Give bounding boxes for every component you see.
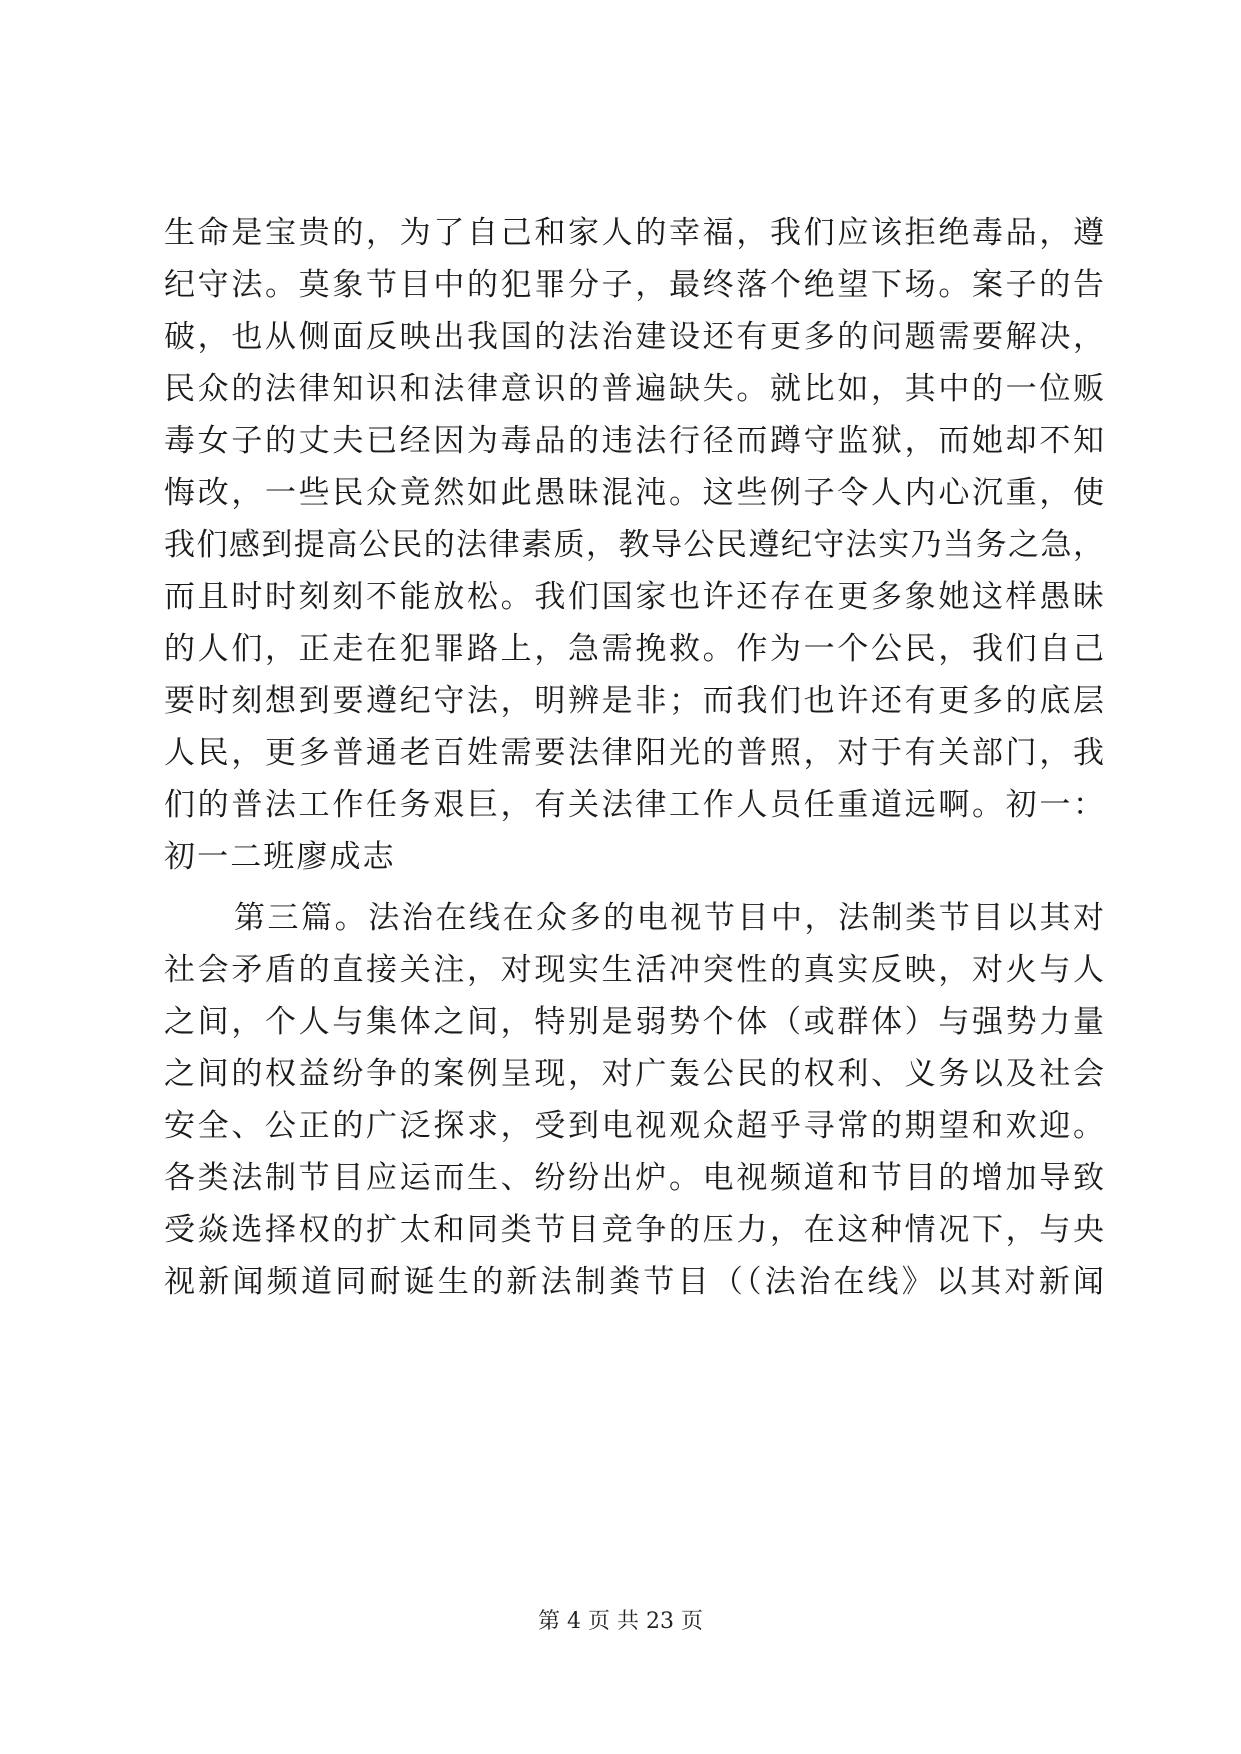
text-line: 人民，更多普通老百姓需要法律阳光的普照，对于有关部门，我 bbox=[164, 735, 1104, 771]
text-line: 纪守法。莫象节目中的犯罪分子，最终落个绝望下场。案子的告 bbox=[164, 267, 1104, 303]
page-number-footer: 第 4 页 共 23 页 bbox=[538, 1609, 703, 1634]
text-line: 之间，个人与集体之间，特别是弱势个体（或群体）与强势力量 bbox=[164, 1004, 1104, 1040]
paragraph-first-line: 第三篇。法治在线在众多的电视节目中，法制类节目以其对 bbox=[234, 900, 1104, 936]
text-line: 之间的权益纷争的案例呈现，对广轰公民的权利、义务以及社会 bbox=[164, 1056, 1104, 1092]
text-line: 受焱选择权的扩太和同类节目竞争的压力，在这种情况下，与央 bbox=[164, 1212, 1104, 1248]
text-line: 各类法制节目应运而生、纷纷出炉。电视频道和节目的增加导致 bbox=[164, 1160, 1104, 1196]
text-line: 安全、公正的广泛探求，受到电视观众超乎寻常的期望和欢迎。 bbox=[164, 1108, 1104, 1144]
text-line: 的人们，正走在犯罪路上，急需挽救。作为一个公民，我们自己 bbox=[164, 631, 1104, 667]
text-line: 们的普法工作任务艰巨，有关法律工作人员任重道远啊。初一： bbox=[164, 787, 1104, 823]
text-line: 破，也从侧面反映出我国的法治建设还有更多的问题需要解决， bbox=[164, 319, 1104, 355]
text-line: 毒女子的丈夫已经因为毒品的违法行径而蹲守监狱，而她却不知 bbox=[164, 423, 1104, 459]
text-line: 而且时时刻刻不能放松。我们国家也许还存在更多象她这样愚昧 bbox=[164, 579, 1104, 615]
text-line: 初一二班廖成志 bbox=[164, 839, 396, 875]
text-line: 社会矛盾的直接关注，对现实生活冲突性的真实反映，对火与人 bbox=[164, 952, 1104, 988]
text-line: 我们感到提高公民的法律素质，教导公民遵纪守法实乃当务之急， bbox=[164, 527, 1104, 563]
text-line: 生命是宝贵的，为了自己和家人的幸福，我们应该拒绝毒品，遵 bbox=[164, 215, 1104, 251]
text-line: 要时刻想到要遵纪守法，明辨是非；而我们也许还有更多的底层 bbox=[164, 683, 1104, 719]
text-line: 民众的法律知识和法律意识的普遍缺失。就比如，其中的一位贩 bbox=[164, 371, 1104, 407]
text-line: 视新闻频道同耐诞生的新法制粪节目（（法治在线》以其对新闻 bbox=[164, 1264, 1104, 1300]
text-line: 悔改，一些民众竟然如此愚昧混沌。这些例子令人内心沉重，使 bbox=[164, 475, 1104, 511]
